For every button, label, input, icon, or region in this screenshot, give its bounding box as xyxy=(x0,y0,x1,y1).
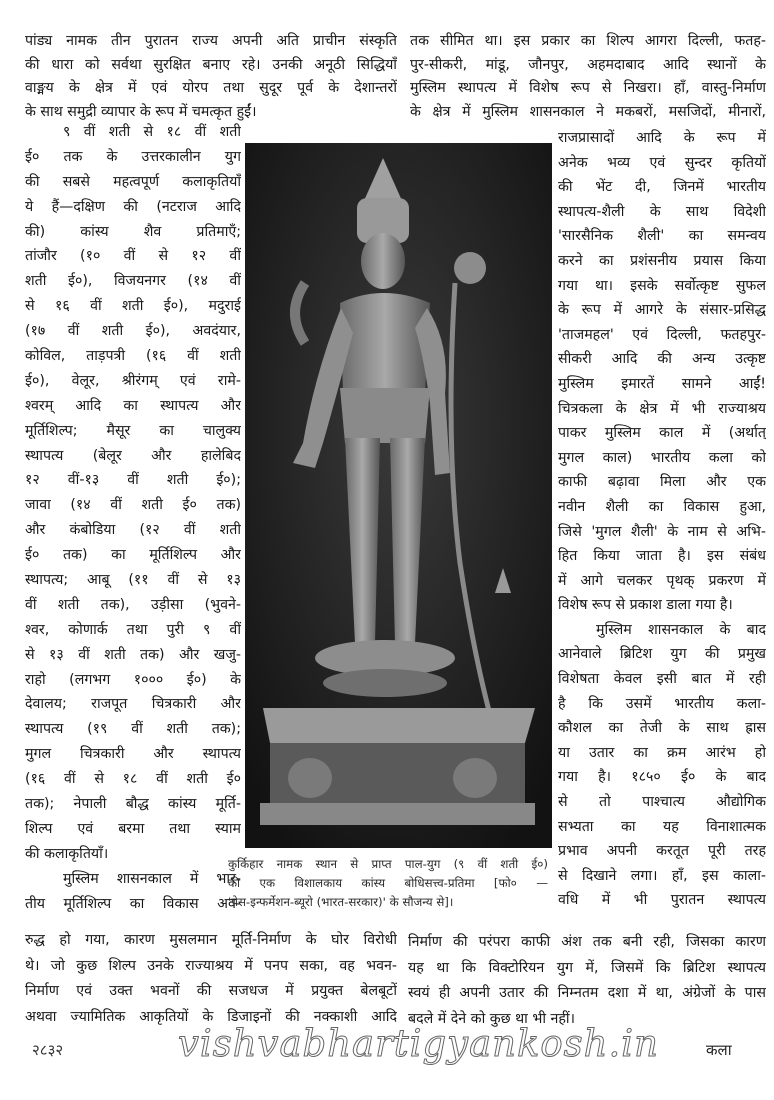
text-line: 'ताजमहल' एवं दिल्ली, फतहपुर- xyxy=(558,326,766,343)
text-line: कुर्किहार नामक स्थान से प्राप्त पाल-युग (९ वीं शती ई०) xyxy=(228,857,548,871)
text-line: अथवा ज्यामितिक आकृतियों के डिजाइनों की नक्काशी आदि xyxy=(25,1008,397,1025)
text-line: है कि उसमें भारतीय कला- xyxy=(558,695,766,712)
text-line: श्वरम् आदि का स्थापत्य और xyxy=(25,397,241,414)
text-line: मूर्तिशिल्प; मैसूर का चालुक्य xyxy=(25,422,241,439)
text-line: मुगल चित्रकारी और स्थापत्य xyxy=(25,746,241,763)
text-line: मुस्लिम स्थापत्य में विशेष रूप से निखरा। हाँ, वास्तु-निर्माण xyxy=(410,80,766,96)
statue-image xyxy=(245,143,552,848)
text-line: की धारा को सर्वथा सुरक्षित बनाए रहे। उनकी अनूठी सिद्धियाँ xyxy=(25,56,397,73)
text-line: ई० तक के उत्तरकालीन युग xyxy=(25,148,241,165)
text-line: मुस्लिम शासनकाल के बाद xyxy=(596,621,766,638)
top-right-text xyxy=(410,30,766,124)
text-line: शिल्प एवं बरमा तथा स्याम xyxy=(25,820,241,837)
page-number: २८३२ xyxy=(32,1041,64,1059)
text-line: पुर-सीकरी, मांडू, जौनपुर, अहमदाबाद आदि स्थानों के xyxy=(410,56,766,73)
text-line: वीं शती तक), उड़ीसा (भुवने- xyxy=(25,596,241,613)
text-line: स्वयं ही अपनी उतार की निम्नतम दशा में था, अंग्रेजों के पास xyxy=(408,985,766,1001)
text-line: जिसे 'मुगल शैली' के नाम से अभि- xyxy=(558,523,766,540)
text-line: की) कांस्य शैव प्रतिमाएँ; xyxy=(25,223,241,240)
text-line: स्थापत्य (१९ वीं शती तक); xyxy=(25,721,241,738)
text-line: निर्माण की परंपरा काफी अंश तक बनी रही, जिसका कारण xyxy=(408,934,766,950)
text-line: मुस्लिम इमारतें सामने आईं! xyxy=(558,375,766,392)
text-line: या उतार का क्रम आरंभ हो xyxy=(558,744,766,761)
text-line: मुगल काल) भारतीय कला को xyxy=(558,449,766,466)
text-line: से दिखाने लगा। हाँ, इस काला- xyxy=(558,867,766,884)
text-line: शती ई०), विजयनगर (१४ वीं xyxy=(25,273,241,290)
top-left-text xyxy=(25,30,397,124)
text-line: की सबसे महत्वपूर्ण कलाकृतियाँ xyxy=(25,173,241,190)
text-line: के क्षेत्र में मुस्लिम शासनकाल ने मकबरों, मसजिदों, मीनारों, xyxy=(410,103,766,120)
text-line: मुस्लिम शासनकाल में भार- xyxy=(63,870,241,887)
text-line: वाङ्मय के क्षेत्र में एवं योरप तथा सुदूर पूर्व के देशान्तरों xyxy=(25,80,397,96)
text-line: की कलाकृतियाँ। xyxy=(25,845,109,862)
text-line: ये हैं—दक्षिण की (नटराज आदि xyxy=(25,198,241,215)
text-line: में आगे चलकर पृथक् प्रकरण में xyxy=(558,572,766,589)
text-line: तीय मूर्तिशिल्प का विकास अव- xyxy=(25,895,241,912)
text-line: ई० तक) का मूर्तिशिल्प और xyxy=(25,547,241,564)
text-line: रुद्ध हो गया, कारण मुसलमान मूर्ति-निर्माण के घोर विरोधी xyxy=(25,932,397,948)
text-line: तांजौर (१० वीं से १२ वीं xyxy=(25,248,241,265)
text-line: बदले में देने को कुछ था भी नहीं। xyxy=(408,1010,575,1027)
text-line: नवीन शैली का विकास हुआ, xyxy=(558,498,766,515)
text-line: देवालय; राजपूत चित्रकारी और xyxy=(25,696,241,713)
text-line: करने का प्रशंसनीय प्रयास किया xyxy=(558,252,766,269)
text-line: सीकरी आदि की अन्य उत्कृष्ट xyxy=(558,351,766,368)
text-line: अनेक भव्य एवं सुन्दर कृतियों xyxy=(558,154,766,171)
text-line: जावा (१४ वीं शती ई० तक) xyxy=(25,497,241,514)
text-line: राहो (लगभग १००० ई०) के xyxy=(25,671,241,688)
text-line: की भेंट दी, जिनमें भारतीय xyxy=(558,179,766,196)
text-line: आनेवाले ब्रिटिश युग की प्रमुख xyxy=(558,646,766,663)
text-line: श्वर, कोणार्क तथा पुरी ९ वीं xyxy=(25,621,241,638)
text-line: गया है। १८५० ई० के बाद xyxy=(558,769,766,786)
section-name: कला xyxy=(706,1041,732,1059)
watermark: vishvabhartigyankosh.in xyxy=(178,1022,659,1065)
text-line: काफी बढ़ावा मिला और एक xyxy=(558,474,766,491)
text-line: ९ वीं शती से १८ वीं शती xyxy=(63,124,241,140)
text-line: तक); नेपाली बौद्ध कांस्य मूर्ति- xyxy=(25,796,241,813)
text-line: (१६ वीं से १८ वीं शती ई० xyxy=(25,771,241,788)
left-column-text xyxy=(25,120,241,917)
text-line: से १३ वीं शती तक) और खजु- xyxy=(25,646,241,663)
text-line: के साथ समुद्री व्यापार के रूप में चमत्कृत हुईं। xyxy=(25,103,257,120)
text-line: से तो पाश्चात्य औद्योगिक xyxy=(558,794,766,811)
text-line: प्रभाव अपनी करतूत पूरी तरह xyxy=(558,843,766,860)
bottom-left-text xyxy=(25,928,397,1030)
bodhisattva-bronze-photo xyxy=(245,143,552,848)
text-line: स्थापत्य-शैली के साथ विदेशी xyxy=(558,203,766,220)
text-line: और कंबोडिया (१२ वीं शती xyxy=(25,522,241,539)
text-line: यह था कि विक्टोरियन युग में, जिसमें कि ब्रिटिश स्थापत्य xyxy=(408,959,766,976)
text-line: १२ वीं-१३ वीं शती ई०); xyxy=(25,472,241,489)
text-line: थे। जो कुछ शिल्प उनके राज्याश्रय में पनप सका, वह भवन- xyxy=(25,957,397,974)
text-line: 'प्रेस-इन्फर्मेशन-ब्यूरो (भारत-सरकार)' के सौजन्य से]। xyxy=(228,895,454,909)
photo-caption xyxy=(228,855,548,912)
text-line: विशेष रूप से प्रकाश डाला गया है। xyxy=(558,597,733,614)
text-line: गया था। इसके सर्वोत्कृष्ट सुफल xyxy=(558,277,766,294)
text-line: विशेषता केवल इसी बात में रही xyxy=(558,671,766,688)
text-line: पाकर मुस्लिम काल में (अर्थात् xyxy=(558,425,766,442)
text-line: सभ्यता का यह विनाशात्मक xyxy=(558,818,766,835)
text-line: चित्रकला के क्षेत्र में भी राज्याश्रय xyxy=(558,400,766,417)
text-line: कोविल, ताड़पत्री (१६ वीं शती xyxy=(25,348,241,365)
text-line: तक सीमित था। इस प्रकार का शिल्प आगरा दिल्ली, फतह- xyxy=(410,33,766,49)
text-line: हित किया जाता है। इस संबंध xyxy=(558,548,766,565)
text-line: स्थापत्य; आबू (११ वीं से १३ xyxy=(25,572,241,589)
text-line: कौशल का तेजी के साथ ह्रास xyxy=(558,720,766,737)
text-line: के रूप में आगरे के संसार-प्रसिद्ध xyxy=(558,302,766,319)
text-line: वधि में भी पुरातन स्थापत्य xyxy=(558,892,766,909)
text-line: की एक विशालकाय कांस्य बोधिसत्त्व-प्रतिमा [फो० — xyxy=(228,876,548,890)
text-line: स्थापत्य (बेलूर और हालेबिद xyxy=(25,447,241,464)
text-line: 'सारसैनिक शैली' का समन्वय xyxy=(558,228,766,245)
text-line: निर्माण एवं उक्त भवनों की सजधज में प्रयुक्त बेलबूटों xyxy=(25,983,397,999)
text-line: ई०), वेलूर, श्रीरंगम् एवं रामे- xyxy=(25,372,241,389)
bottom-right-text xyxy=(408,930,766,1032)
text-line: राजप्रासादों आदि के रूप में xyxy=(558,130,766,146)
text-line: से १६ वीं शती ई०), मदुराई xyxy=(25,298,241,315)
text-line: पांड्य नामक तीन पुरातन राज्य अपनी अति प्राचीन संस्कृति xyxy=(25,33,397,49)
text-line: (१७ वीं शती ई०), अवदंयार, xyxy=(25,323,241,340)
right-column-text xyxy=(558,126,766,913)
